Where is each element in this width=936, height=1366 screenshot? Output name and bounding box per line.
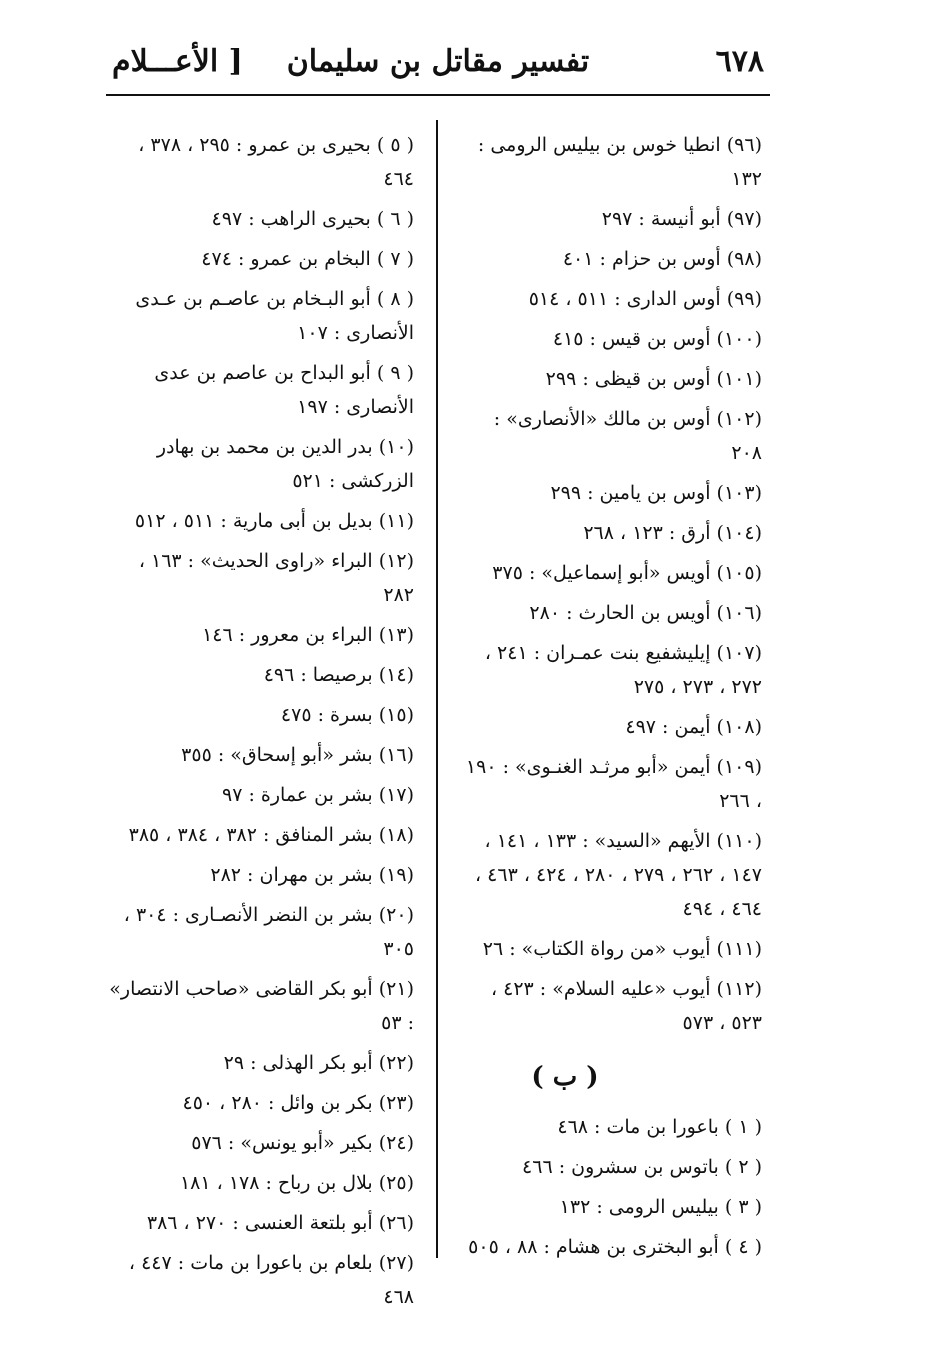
index-entry: (٢٧) بلعام بن باعورا بن مات : ٤٤٧ ، ٤٦٨ bbox=[128, 1252, 414, 1308]
index-entry: ( ٨ ) أبو البـخام بن عاصـم بن عـدى الأنصارى : ١٠٧ bbox=[135, 288, 414, 344]
index-entry: (١١١) أيوب «من رواة الكتاب» : ٢٦ bbox=[482, 938, 762, 960]
index-entry: (١٦) بشر «أبو إسحاق» : ٣٥٥ bbox=[181, 744, 414, 766]
index-entry: (١٥) بسرة : ٤٧٥ bbox=[280, 704, 414, 726]
section-letter: ( ب ) bbox=[531, 1062, 599, 1092]
index-entry: (١٧) بشر بن عمارة : ٩٧ bbox=[222, 784, 414, 806]
index-entry: ( ٥ ) بحيرى بن عمرو : ٢٩٥ ، ٣٧٨ ، ٤٦٤ bbox=[138, 134, 414, 190]
index-entry: (١١٠) الأيهم «السيد» : ١٣٣ ، ١٤١ ، ١٤٧ ، ٢٦٢ ، ٢٧٩ ، ٢٨٠ ، ٤٢٤ ، ٤٦٣ ، ٤٦٤ ، ٤٩٤ bbox=[474, 830, 762, 920]
index-entry: ( ٧ ) البخام بن عمرو : ٤٧٤ bbox=[201, 248, 414, 270]
index-entry: ( ٢ ) باتوس بن سشرون : ٤٦٦ bbox=[522, 1156, 762, 1178]
left-column bbox=[106, 128, 414, 1320]
index-entry: (٢١) أبو بكر القاضى «صاحب الانتصار» : ٥٣ bbox=[109, 978, 414, 1034]
index-entry: (٩٧) أبو أنيسة : ٢٩٧ bbox=[601, 208, 762, 230]
index-entry: (٢٦) أبو بلتعة العنسى : ٢٧٠ ، ٣٨٦ bbox=[146, 1212, 414, 1234]
index-entry: (٩٩) أوس الدارى : ٥١١ ، ٥١٤ bbox=[528, 288, 762, 310]
section-title: [ الأعـــلام bbox=[112, 44, 243, 79]
index-entry: (١١) بديل بن أبى مارية : ٥١١ ، ٥١٢ bbox=[134, 510, 414, 532]
index-entry: (٢٢) أبو بكر الهذلى : ٢٩ bbox=[223, 1052, 414, 1074]
index-entry: (١٠١) أوس بن قيظى : ٢٩٩ bbox=[545, 368, 762, 390]
index-entry: (١٠٢) أوس بن مالك «الأنصارى» : ٢٠٨ bbox=[493, 408, 762, 464]
index-entry: (١٠٣) أوس بن يامين : ٢٩٩ bbox=[550, 482, 762, 504]
index-entry: (١٩) بشر بن مهران : ٢٨٢ bbox=[210, 864, 414, 886]
running-title: تفسير مقاتل بن سليمان bbox=[286, 44, 590, 79]
index-entry: (٢٣) بكر بن وائل : ٢٨٠ ، ٤٥٠ bbox=[182, 1092, 414, 1114]
index-entry: (١٠٨) أيمن : ٤٩٧ bbox=[625, 716, 762, 738]
index-entry: (١٠٠) أوس بن قيس : ٤١٥ bbox=[552, 328, 762, 350]
index-entry: ( ٣ ) بيليس الرومى : ١٣٢ bbox=[559, 1196, 762, 1218]
index-entry: (١٤) برصيصا : ٤٩٦ bbox=[263, 664, 414, 686]
index-entry: (١٢) البراء «راوى الحديث» : ١٦٣ ، ٢٨٢ bbox=[138, 550, 414, 606]
index-entry: (٩٦) انطيا خوس بن بيليس الرومى : ١٣٢ bbox=[477, 134, 762, 190]
column-divider bbox=[436, 120, 438, 1258]
right-column bbox=[458, 128, 762, 1270]
index-entry: ( ٩ ) أبو البداح بن عاصم بن عدى الأنصارى : ١٩٧ bbox=[154, 362, 414, 418]
index-entry: (١٠) بدر الدين بن محمد بن بهادر الزركشى : ٥٢١ bbox=[156, 436, 414, 492]
index-entry: (٢٤) بكير «أبو يونس» : ٥٧٦ bbox=[191, 1132, 414, 1154]
page-header bbox=[108, 40, 768, 92]
index-entry: (١٠٧) إيليشفيع بنت عمـران : ٢٤١ ، ٢٧٢ ، ٢٧٣ ، ٢٧٥ bbox=[484, 642, 762, 698]
index-entry: ( ٦ ) بحيرى الراهب : ٤٩٧ bbox=[211, 208, 414, 230]
index-entry: (٩٨) أوس بن حزام : ٤٠١ bbox=[562, 248, 762, 270]
index-entry: (١٠٤) أرق : ١٢٣ ، ٢٦٨ bbox=[583, 522, 762, 544]
index-entry: ( ١ ) باعورا بن مات : ٤٦٨ bbox=[557, 1116, 762, 1138]
index-entry: ( ٤ ) أبو البخترى بن هشام : ٨٨ ، ٥٠٥ bbox=[468, 1236, 762, 1258]
page-number: ٦٧٨ bbox=[715, 44, 764, 79]
index-entry: (٢٥) بلال بن رباح : ١٧٨ ، ١٨١ bbox=[179, 1172, 414, 1194]
header-rule bbox=[106, 94, 770, 96]
index-entry: (١٠٩) أيمن «أبو مرثـد الغنـوى» : ١٩٠ ، ٢٦٦ bbox=[465, 756, 762, 812]
index-entry: (١٠٦) أويس بن الحارث : ٢٨٠ bbox=[529, 602, 762, 624]
index-entry: (١٠٥) أويس «أبو إسماعيل» : ٣٧٥ bbox=[492, 562, 762, 584]
index-entry: (١١٢) أيوب «عليه السلام» : ٤٢٣ ، ٥٢٣ ، ٥٧٣ bbox=[490, 978, 762, 1034]
index-entry: (١٨) بشر المنافق : ٣٨٢ ، ٣٨٤ ، ٣٨٥ bbox=[128, 824, 414, 846]
index-entry: (٢٠) بشر بن النضر الأنصـارى : ٣٠٤ ، ٣٠٥ bbox=[123, 904, 414, 960]
index-entry: (١٣) البراء بن معرور : ١٤٦ bbox=[202, 624, 414, 646]
